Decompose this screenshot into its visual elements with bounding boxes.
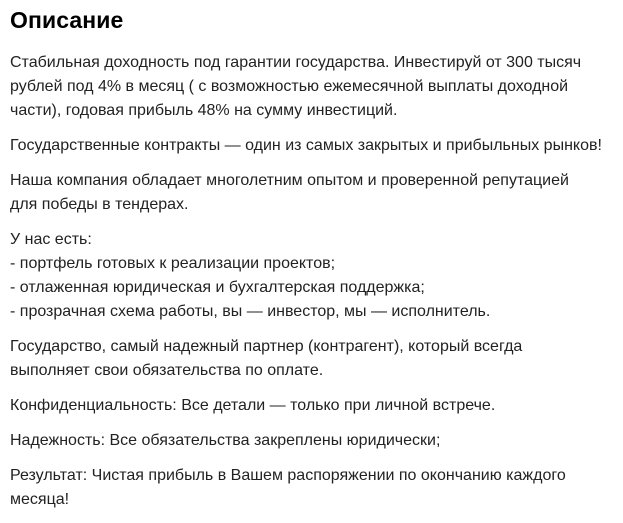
text-line: для победы в тендерах.	[10, 196, 189, 213]
paragraph-contracts	[10, 134, 620, 158]
paragraph-features-list	[10, 228, 620, 324]
paragraph-confidentiality	[10, 394, 620, 418]
text-line: Наша компания обладает многолетним опытом и проверенной репутацией	[10, 172, 569, 189]
text-line: Результат: Чистая прибыль в Вашем распоряжении по окончанию каждого	[10, 467, 566, 484]
paragraph-returns	[10, 51, 620, 123]
list-item: - отлаженная юридическая и бухгалтерская поддержка;	[10, 279, 425, 296]
paragraph-result	[10, 464, 620, 512]
text-line: Конфиденциальность: Все детали — только при личной встрече.	[10, 397, 496, 414]
text-line: Стабильная доходность под гарантии государства. Инвестируй от 300 тысяч	[10, 54, 582, 71]
text-line: рублей под 4% в месяц ( с возможностью ежемесячной выплаты доходной	[10, 78, 569, 95]
text-line: выполняет свои обязательства по оплате.	[10, 362, 324, 379]
paragraph-experience	[10, 169, 620, 217]
paragraph-state-partner	[10, 335, 620, 383]
list-heading: У нас есть:	[10, 231, 92, 248]
text-line: Государство, самый надежный партнер (контрагент), который всегда	[10, 338, 523, 355]
text-line: месяца!	[10, 491, 70, 508]
text-line: Надежность: Все обязательства закреплены юридически;	[10, 432, 441, 449]
text-line: Государственные контракты — один из самых закрытых и прибыльных рынков!	[10, 137, 602, 154]
list-item: - портфель готовых к реализации проектов;	[10, 255, 336, 272]
section-title: Описание	[10, 7, 124, 33]
list-item: - прозрачная схема работы, вы — инвестор, мы — исполнитель.	[10, 303, 491, 320]
paragraph-reliability	[10, 429, 620, 453]
text-line: части), годовая прибыль 48% на сумму инвестиций.	[10, 102, 398, 119]
